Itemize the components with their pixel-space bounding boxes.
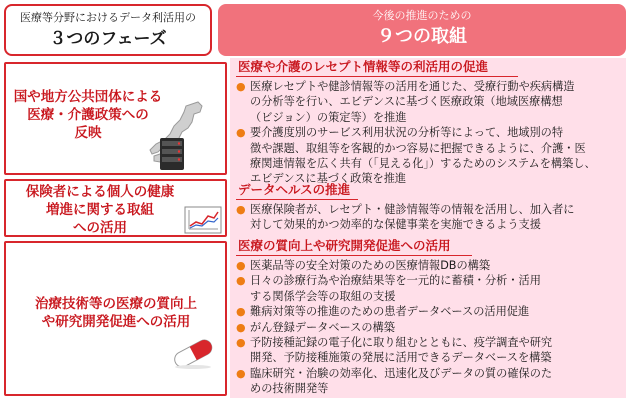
section-receipt-data [236,59,624,187]
list-item [236,366,624,397]
item-line: の分析等を行い、エビデンスに基づく医療政策（地域医療構想 [250,95,563,109]
item-line: 医療レセプトや健診情報等の活用を通じた、受療行動や疾病構造 [250,80,575,93]
section-divider [236,255,472,256]
item-line: がん登録データベースの構築 [250,320,395,334]
item-line: 医療保険者が、レセプト・健診情報等の情報を活用し、加入者に [250,203,575,216]
list-item [236,258,624,273]
phase-label-insurer [12,183,188,237]
section-data-health [236,182,624,233]
initiatives-header-subtitle: 今後の推進のための [372,9,472,22]
item-line: 要介護度別のサービス利用状況の分析等によって、地域別の特 [250,126,564,140]
item-line: 日々の診療行為や治療結果等を一元的に蓄積・分析・活用 [250,274,541,288]
bullet-icon: ● [236,126,246,140]
item-line: 療関連情報を広く共有（「見える化」）するためのシステムを構築し、 [250,157,596,171]
section-title: 医療や介護のレセプト情報等の利活用の促進 [238,59,489,74]
item-line: 開発、予防接種施策の発展に活用できるデータベースを構築 [250,351,552,365]
list-item [236,125,624,187]
item-line: 予防接種記録の電子化に取り組むとともに、疫学調査や研究 [250,336,553,350]
phase-line: や研究開発促進への活用 [41,314,191,330]
item-line: 難病対策等の推進のための患者データベースの活用促進 [250,305,530,319]
phase-line: 治療技術等の医療の質向上 [35,296,197,312]
phase-line: 国や地方公共団体による [13,89,163,105]
list-item [236,335,624,366]
initiatives-header [218,4,626,56]
line-chart-icon [184,206,222,234]
bullet-icon: ● [236,274,246,288]
bullet-icon: ● [236,259,246,272]
list-item [236,320,624,335]
phase-line: 医療・介護政策への [27,107,149,123]
bullet-icon: ● [236,336,246,350]
phase-line: 増進に関する取組 [46,202,154,218]
phase-line: 保険者による個人の健康 [25,184,175,200]
section-divider [236,199,358,200]
section-title: 医療の質向上や研究開発促進への活用 [238,238,451,253]
japan-map-server-icon [140,100,212,174]
bullet-icon: ● [236,366,246,380]
section-quality-research [236,238,624,397]
capsule-pill-icon [167,336,219,370]
list-item [236,273,624,304]
item-line: 臨床研究・治験の効率化、迅速化及びデータの質の確保のた [250,366,553,380]
phase-line: への活用 [73,220,127,236]
section-title: データヘルスの推進 [238,182,351,197]
bullet-icon: ● [236,305,246,319]
section-divider [236,76,518,77]
phase-label-research [12,295,220,331]
list-item [236,79,624,125]
item-line: 医薬品等の安全対策のための医療情報DBの構築 [250,259,491,272]
bullet-icon: ● [236,203,246,216]
phase-box-research [4,241,227,396]
list-item [236,304,624,319]
item-line: （ビジョン）の策定等）を推進 [250,110,407,124]
item-line: 徴や課題、取組等を客観的かつ容易に把握できるように、介護・医 [250,141,586,155]
initiatives-header-title: ９つの取組 [377,26,467,47]
phases-header [4,4,212,56]
item-line: 対して効果的かつ効率的な保健事業を実施できるよう支援 [250,218,541,232]
phases-header-subtitle: 医療等分野におけるデータ利活用の [20,11,196,24]
list-item [236,202,624,233]
item-line: する関係学会等の取組の支援 [250,289,396,303]
phase-line: 反映 [74,125,102,141]
item-line: めの技術開発等 [250,382,329,396]
item-line: エビデンスに基づく政策を推進 [250,172,407,186]
phases-header-title: ３つのフェーズ [49,29,167,49]
bullet-icon: ● [236,320,246,334]
bullet-icon: ● [236,80,246,93]
